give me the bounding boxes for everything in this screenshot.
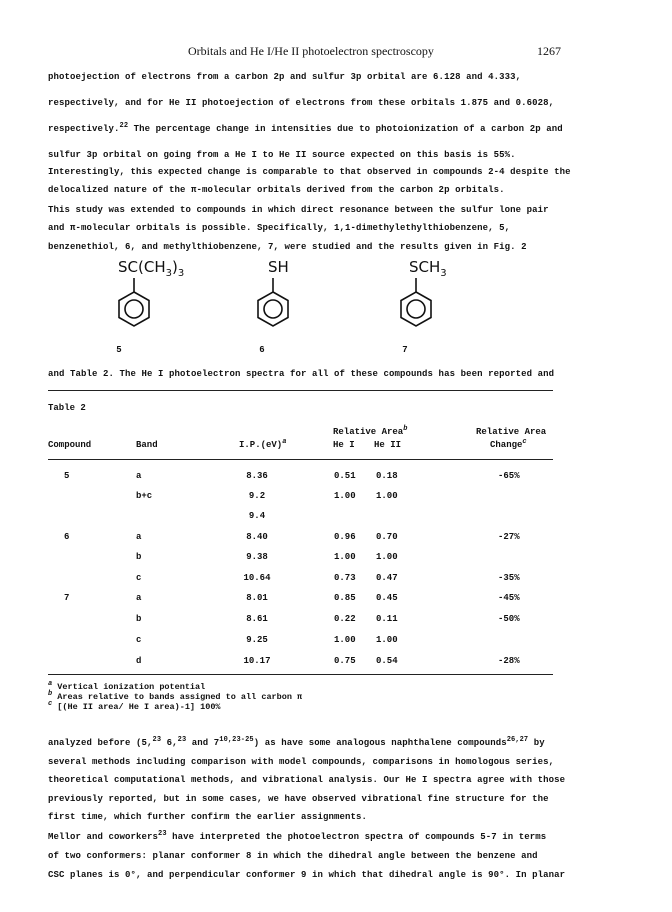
table-cell: 0.18: [376, 471, 398, 481]
table-cell: -50%: [498, 614, 520, 624]
table-cell: 1.00: [376, 491, 398, 501]
table-cell: -45%: [498, 593, 520, 603]
running-title: Orbitals and He I/He II photoelectron spectroscopy: [188, 44, 434, 58]
reference-superscript: 22: [119, 122, 129, 130]
table-cell: a: [136, 471, 142, 481]
compound-header: Compound: [48, 440, 92, 450]
table-cell: 0.47: [376, 573, 398, 583]
text-line: previously reported, but in some cases, we have observed vibrational fine structure for the: [48, 794, 549, 804]
table-cell: b: [136, 552, 142, 562]
table-cell: 8.01: [246, 593, 268, 603]
table-cell: 9.25: [246, 635, 268, 645]
benzene-ring-6: [258, 278, 288, 326]
text-line: and Table 2. The He I photoelectron spectra for all of these compounds has been reported and: [48, 369, 555, 379]
table-cell: 6: [64, 532, 70, 542]
table-cell: 1.00: [334, 552, 356, 562]
text-line: photoejection of electrons from a carbon 2p and sulfur 3p orbital are 6.128 and 4.333,: [48, 72, 522, 82]
table-cell: 8.40: [246, 532, 268, 542]
text-line: of two conformers: planar conformer 8 in which the dihedral angle between the benzene and: [48, 851, 538, 861]
benzene-ring-5: [119, 278, 149, 326]
structure-5-number: 5: [116, 345, 122, 355]
band-header: Band: [136, 440, 158, 450]
table-footnote: $^b$ Areas relative to bands assigned to all carbon π: [48, 690, 303, 702]
table-cell: 5: [64, 471, 70, 481]
table-cell: c: [136, 635, 142, 645]
text-line: CSC planes is 0°, and perpendicular conformer 9 in which that dihedral angle is 90°. In planar: [48, 870, 566, 880]
text-line: Interestingly, this expected change is comparable to that observed in compounds 2-4 despite the: [48, 167, 571, 177]
table-cell: 9.38: [246, 552, 268, 562]
table-cell: 1.00: [334, 491, 356, 501]
table-cell: 0.96: [334, 532, 356, 542]
table-cell: b+c: [136, 491, 153, 501]
table-cell: b: [136, 614, 142, 624]
table-cell: 8.61: [246, 614, 268, 624]
table-footnote: $^a$ Vertical ionization potential: [48, 680, 206, 692]
text-line: theoretical computational methods, and vibrational analysis. Our He I spectra agree with those: [48, 775, 566, 785]
page-number: 1267: [537, 44, 561, 58]
table-cell: 0.73: [334, 573, 356, 583]
table-cell: 10.17: [243, 656, 271, 666]
table-cell: 0.85: [334, 593, 356, 603]
text-line: and π-molecular orbitals is possible. Specifically, 1,1-dimethylethylthiobenzene, 5,: [48, 223, 511, 233]
text-line: Mellor and coworkers$^{23}$ have interpreted the photoelectron spectra of compounds 5-7 in terms: [48, 830, 547, 842]
table-cell: 9.4: [248, 511, 266, 521]
text-line: sulfur 3p orbital on going from a He I to He II source expected on this basis is 55%.: [48, 150, 516, 160]
structure-7-number: 7: [402, 345, 408, 355]
table-cell: 0.11: [376, 614, 398, 624]
text-line: first time, which further confirm the earlier assignments.: [48, 812, 368, 822]
table-cell: 1.00: [376, 635, 398, 645]
table-cell: -65%: [498, 471, 520, 481]
benzene-ring-7: [401, 278, 431, 326]
table-cell: -28%: [498, 656, 520, 666]
change-header-2: Change$^c$: [490, 438, 527, 450]
structure-6-number: 6: [259, 345, 265, 355]
table-cell: 1.00: [376, 552, 398, 562]
table-cell: 0.51: [334, 471, 356, 481]
table-cell: a: [136, 532, 142, 542]
structure-7-label: $SCH_3$: [409, 258, 447, 279]
table-cell: 0.22: [334, 614, 356, 624]
table-header-rule: [48, 459, 553, 460]
table-bottom-rule: [48, 674, 553, 675]
text-line: analyzed before (5,23 6,23 and 7$^{10,23-25}$) as have some analogous naphthalene compounds$^{26,27}$ by: [48, 736, 545, 748]
table-cell: d: [136, 656, 142, 666]
table-cell: a: [136, 593, 142, 603]
text-line: delocalized nature of the π-molecular orbitals derived from the carbon 2p orbitals.: [48, 185, 505, 195]
structure-6-label: SH: [268, 258, 289, 276]
table-cell: 9.2: [248, 491, 266, 501]
change-header-1: Relative Area: [476, 427, 547, 437]
text-line: respectively.$^{22}$ The percentage change in intensities due to photoionization of a carbon 2p and: [48, 122, 563, 134]
he2-header: He II: [374, 440, 402, 450]
structure-5-label: $SC(CH_3)_3$: [118, 258, 185, 279]
table-cell: 8.36: [246, 471, 268, 481]
table-cell: 0.70: [376, 532, 398, 542]
table-cell: 10.64: [243, 573, 271, 583]
table-footnote: $^c$ [(He II area/ He I area)-1] 100%: [48, 700, 221, 712]
table-cell: 0.54: [376, 656, 398, 666]
table-cell: -27%: [498, 532, 520, 542]
table-cell: 7: [64, 593, 70, 603]
text-line: benzenethiol, 6, and methylthiobenzene, 7, were studied and the results given in Fig. 2: [48, 242, 527, 252]
table-cell: 1.00: [334, 635, 356, 645]
table-cell: -35%: [498, 573, 520, 583]
text-line: respectively, and for He II photoejection of electrons from these orbitals 1.875 and 0.6028,: [48, 98, 555, 108]
text-line: several methods including comparison with model compounds, comparisons in homologous series,: [48, 757, 555, 767]
rel-area-header: Relative Area$^b$: [333, 425, 408, 437]
table-caption: Table 2: [48, 403, 86, 413]
benzene-structures: [0, 0, 672, 340]
table-cell: 0.75: [334, 656, 356, 666]
table-top-rule: [48, 390, 553, 391]
table-cell: 0.45: [376, 593, 398, 603]
text-line: This study was extended to compounds in which direct resonance between the sulfur lone pair: [48, 205, 549, 215]
he1-header: He I: [333, 440, 355, 450]
ip-header: I.P.(eV)$^a$: [239, 438, 287, 450]
table-cell: c: [136, 573, 142, 583]
